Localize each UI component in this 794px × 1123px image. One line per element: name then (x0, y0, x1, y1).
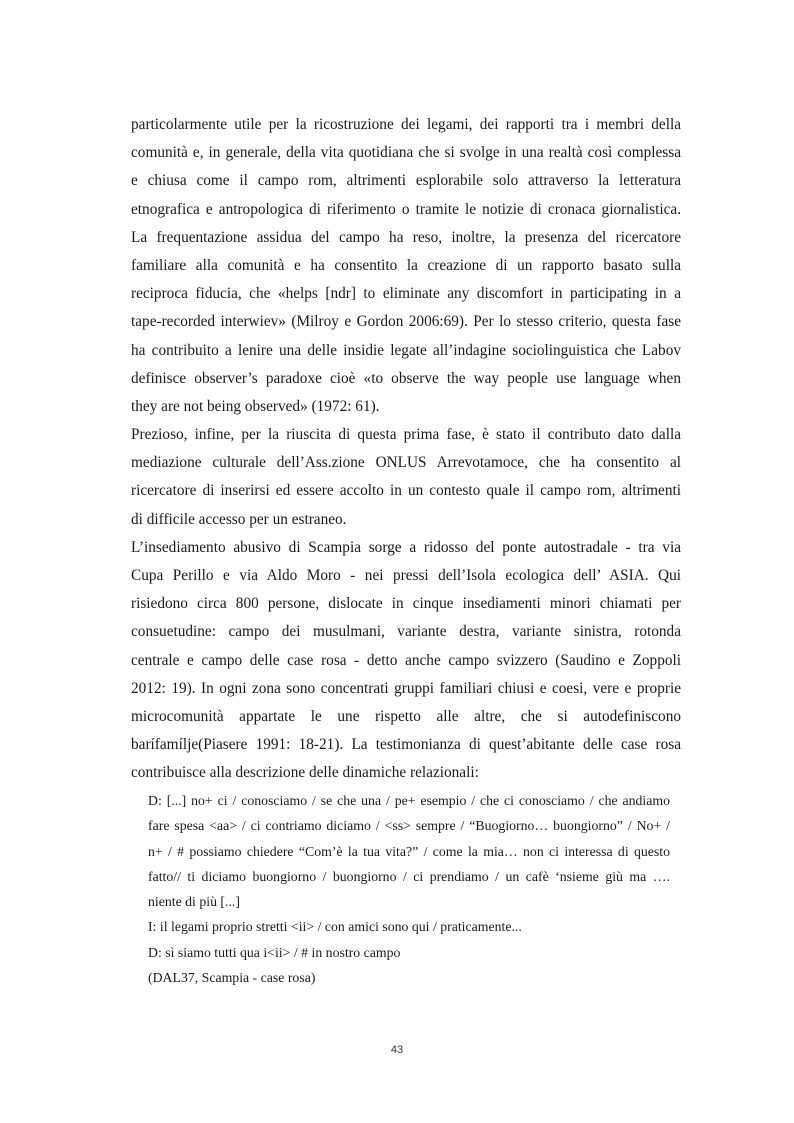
transcript-line: D: sì siamo tutti qua i<ii> / # in nostro campo (148, 944, 401, 960)
text-line: consuetudine: campo dei musulmani, variante destra, variante sinistra, rotonda (131, 623, 681, 641)
transcript-line: n+ / # possiamo chiedere “Com’è la tua vita?” / come la mia… non ci interessa di questo (148, 843, 670, 859)
text-line: ricercatore di inserirsi ed essere accolto in un contesto quale il campo rom, altrimenti (131, 482, 681, 500)
text-line: contribuisce alla descrizione delle dinamiche relazionali: (131, 764, 479, 782)
text-line: La frequentazione assidua del campo ha reso, inoltre, la presenza del ricercatore (131, 228, 681, 246)
transcript-line: I: il legami proprio stretti <ii> / con amici sono qui / praticamente... (148, 919, 522, 935)
text-line: etnografica e antropologica di riferimento o tramite le notizie di cronaca giornalistica. (131, 200, 681, 218)
text-line: e chiusa come il campo rom, altrimenti esplorabile solo attraverso la letteratura (131, 172, 681, 190)
text-line: centrale e campo delle case rosa - detto anche campo svizzero (Saudino e Zoppoli (131, 651, 681, 669)
text-line: Prezioso, infine, per la riuscita di questa prima fase, è stato il contributo dato dalla (131, 426, 681, 444)
text-line: microcomunità appartate le une rispetto alle altre, che si autodefiniscono (131, 707, 681, 725)
text-line: definisce observer’s paradoxe cioè «to observe the way people use language when (131, 369, 681, 387)
text-line: comunità e, in generale, della vita quotidiana che si svolge in una realtà così complessa (131, 144, 681, 162)
text-line: mediazione culturale dell’Ass.zione ONLUS Arrevotamoce, che ha consentito al (131, 454, 681, 472)
body-text (131, 111, 681, 788)
text-line: L’insediamento abusivo di Scampia sorge a ridosso del ponte autostradale - tra via (131, 538, 681, 556)
text-line: they are not being observed» (1972: 61). (131, 397, 380, 415)
text-line: Cupa Perillo e via Aldo Moro - nei pressi dell’Isola ecologica dell’ ASIA. Qui (131, 567, 681, 584)
transcript-source: (DAL37, Scampia - case rosa) (148, 970, 316, 986)
transcript-line: fatto// ti diciamo buongiorno / buongiorno / ci prendiamo / un cafè ‘nsieme giù ma …. (148, 868, 670, 884)
text-line: particolarmente utile per la ricostruzione dei legami, dei rapporti tra i membri della (131, 116, 681, 133)
text-line: familiare alla comunità e ha consentito la creazione di un rapporto basato sulla (131, 256, 681, 274)
page-number: 43 (390, 1044, 404, 1056)
transcript-line: niente di più [...] (148, 894, 240, 910)
text-line: barífamílje(Piasere 1991: 18-21). La testimonianza di quest’abitante delle case rosa (131, 736, 681, 754)
text-line: ha contribuito a lenire una delle insidie legate all’indagine sociolinguistica che Labov (131, 341, 681, 359)
interview-transcript (148, 788, 670, 990)
text-line: reciproca fiducia, che «helps [ndr] to eliminate any discomfort in participating in a (131, 285, 681, 303)
text-line: 2012: 19). In ogni zona sono concentrati gruppi familiari chiusi e coesi, vere e proprie (131, 679, 681, 697)
text-line: tape-recorded interwiev» (Milroy e Gordon 2006:69). Per lo stesso criterio, questa fase (131, 313, 681, 331)
transcript-line: D: [...] no+ ci / conosciamo / se che una / pe+ esempio / che ci conosciamo / che andiamo (148, 793, 670, 808)
text-line: di difficile accesso per un estraneo. (131, 510, 347, 528)
transcript-line: fare spesa <aa> / ci contriamo diciamo / <ss> sempre / “Buogiorno… buongiorno” / No+ / (148, 818, 670, 834)
text-line: risiedono circa 800 persone, dislocate in cinque insediamenti minori chiamati per (131, 595, 681, 613)
